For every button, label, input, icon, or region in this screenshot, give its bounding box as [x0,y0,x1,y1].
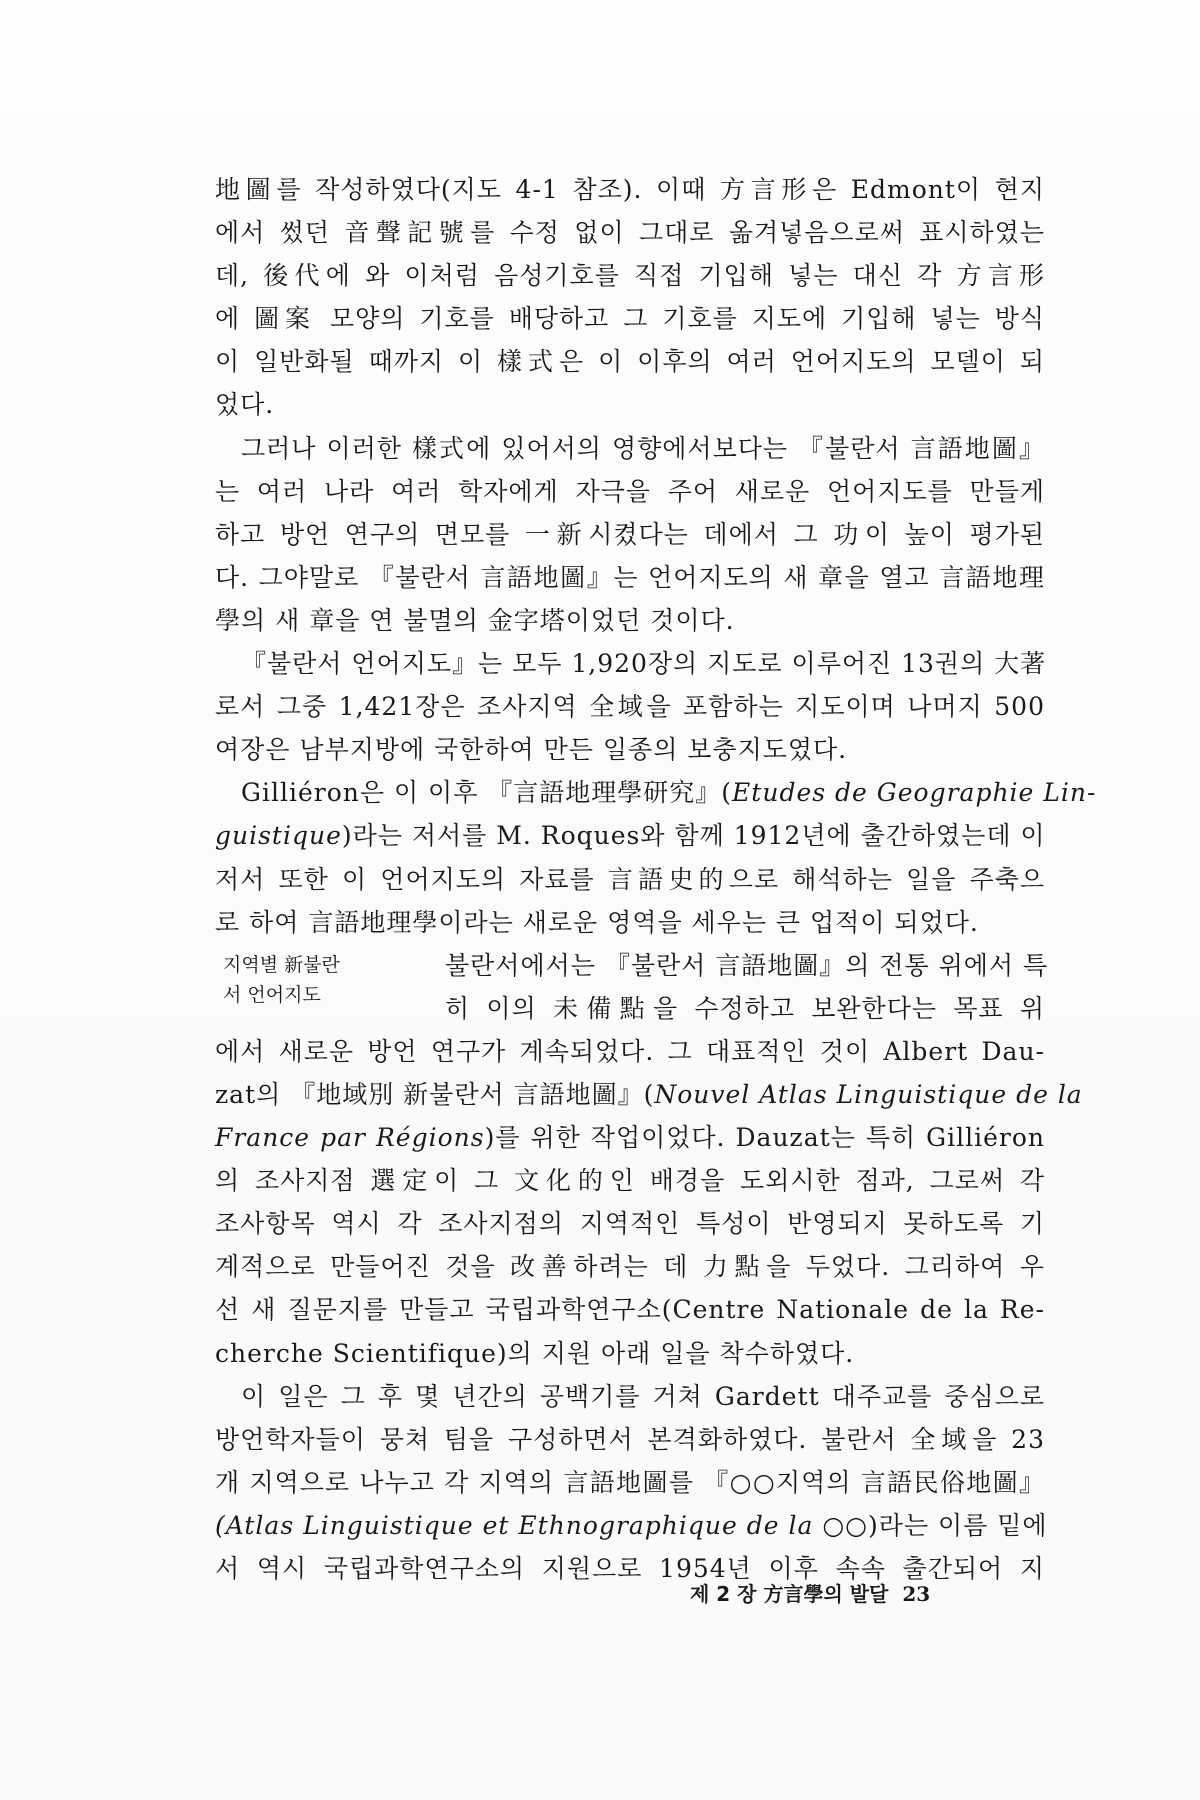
side-heading-block [215,944,1049,1030]
text-run: zat의 『地域別 新불란서 言語地圖』( [215,1079,655,1109]
italic-title: Etudes de Geographie Lin- [732,778,1097,808]
text-line: 의 조사지점 選定이 그 文化的인 배경을 도외시한 점과, 그로써 각 [215,1166,1045,1196]
text-line: 그러나 이러한 樣式에 있어서의 영향에서보다는 『불란서 言語地圖』 [241,433,1045,463]
text-line: 불란서에서는 『불란서 言語地圖』의 전통 위에서 특 [445,950,1049,980]
text-line: 서 역시 국립과학연구소의 지원으로 1954년 이후 속속 출간되어 지 [215,1554,1045,1583]
italic-title: guistique [215,821,342,851]
text-line: 개 지역으로 나누고 각 지역의 言語地圖를 『○○지역의 言語民俗地圖』 [215,1467,1045,1497]
text-line: 계적으로 만들어진 것을 改善하려는 데 力點을 두었다. 그리하여 우 [215,1252,1045,1282]
text-line: 히 이의 未備點을 수정하고 보완한다는 목표 위 [445,993,1045,1023]
page-number: 23 [902,1582,931,1606]
italic-title: Nouvel Atlas Linguistique de la [654,1079,1083,1109]
text-line [215,1073,1083,1116]
text-line [215,814,1045,857]
text-line: 地圖를 작성하였다(지도 4-1 참조). 이때 方言形은 Edmont이 현지 [215,175,1045,204]
italic-title: France par Régions [215,1123,485,1153]
text-line: 여장은 남부지방에 국한하여 만든 일종의 보충지도였다. [215,735,848,765]
text-line [215,771,1097,814]
side-heading-line: 지역별 新불란 [223,953,340,976]
text-line: cherche Scientifique)의 지원 아래 일을 착수하였다. [215,1338,855,1368]
body-text [215,168,1097,1590]
text-run: )를 위한 작업이었다. Dauzat는 특히 Gilliéron [484,1123,1045,1153]
text-line: 조사항목 역시 각 조사지점의 지역적인 특성이 반영되지 못하도록 기 [215,1209,1045,1239]
text-line: 에 圖案 모양의 기호를 배당하고 그 기호를 지도에 기입해 넣는 방식 [215,304,1045,334]
text-line: 로 하여 言語地理學이라는 새로운 영역을 세우는 큰 업적이 되었다. [215,907,979,937]
text-line: 방언학자들이 뭉쳐 팀을 구성하면서 본격화하였다. 불란서 全域을 23 [215,1424,1045,1454]
text-run: )라는 저서를 M. Roques와 함께 1912년에 출간하였는데 이 [341,821,1046,851]
text-line: 이 일반화될 때까지 이 樣式은 이 이후의 여러 언어지도의 모델이 되 [215,347,1045,377]
text-line [215,1504,1048,1547]
text-line: 저서 또한 이 언어지도의 자료를 言語史的으로 해석하는 일을 주축으 [215,864,1045,894]
text-run: ○○)라는 이름 밑에 [813,1510,1048,1540]
chapter-title: 제 2 장 方言學의 발달 [690,1582,889,1606]
text-line: 하고 방언 연구의 면모를 一新시켰다는 데에서 그 功이 높이 평가된 [215,519,1045,549]
text-line [215,1116,1045,1159]
side-heading-line: 서 언어지도 [223,983,321,1006]
text-line: 선 새 질문지를 만들고 국립과학연구소(Centre Nationale de la Re- [215,1295,1045,1325]
text-line: 『불란서 언어지도』는 모두 1,920장의 지도로 이루어진 13권의 大著 [241,649,1047,679]
text-run: Gilliéron은 이 이후 『言語地理學研究』( [241,778,733,808]
text-line: 는 여러 나라 여러 학자에게 자극을 주어 새로운 언어지도를 만들게 [215,476,1045,506]
text-line: 었다. [215,390,275,420]
text-line: 다. 그야말로 『불란서 言語地圖』는 언어지도의 새 章을 열고 言語地理 [215,562,1045,592]
text-line: 데, 後代에 와 이처럼 음성기호를 직접 기입해 넣는 대신 각 方言形 [215,261,1045,291]
text-line: 에서 썼던 音聲記號를 수정 없이 그대로 옮겨넣음으로써 표시하였는 [215,218,1045,248]
running-footer [690,1578,1030,1607]
text-line: 이 일은 그 후 몇 년간의 공백기를 거쳐 Gardett 대주교를 중심으로 [241,1381,1045,1411]
side-heading [223,944,398,1010]
text-line: 로서 그중 1,421장은 조사지역 全域을 포함하는 지도이며 나머지 500 [215,692,1045,722]
italic-title: (Atlas Linguistique et Ethnographique de la [215,1510,814,1540]
text-line: 에서 새로운 방언 연구가 계속되었다. 그 대표적인 것이 Albert Dau- [215,1036,1045,1066]
text-line: 學의 새 章을 연 불멸의 金字塔이었던 것이다. [215,605,735,635]
